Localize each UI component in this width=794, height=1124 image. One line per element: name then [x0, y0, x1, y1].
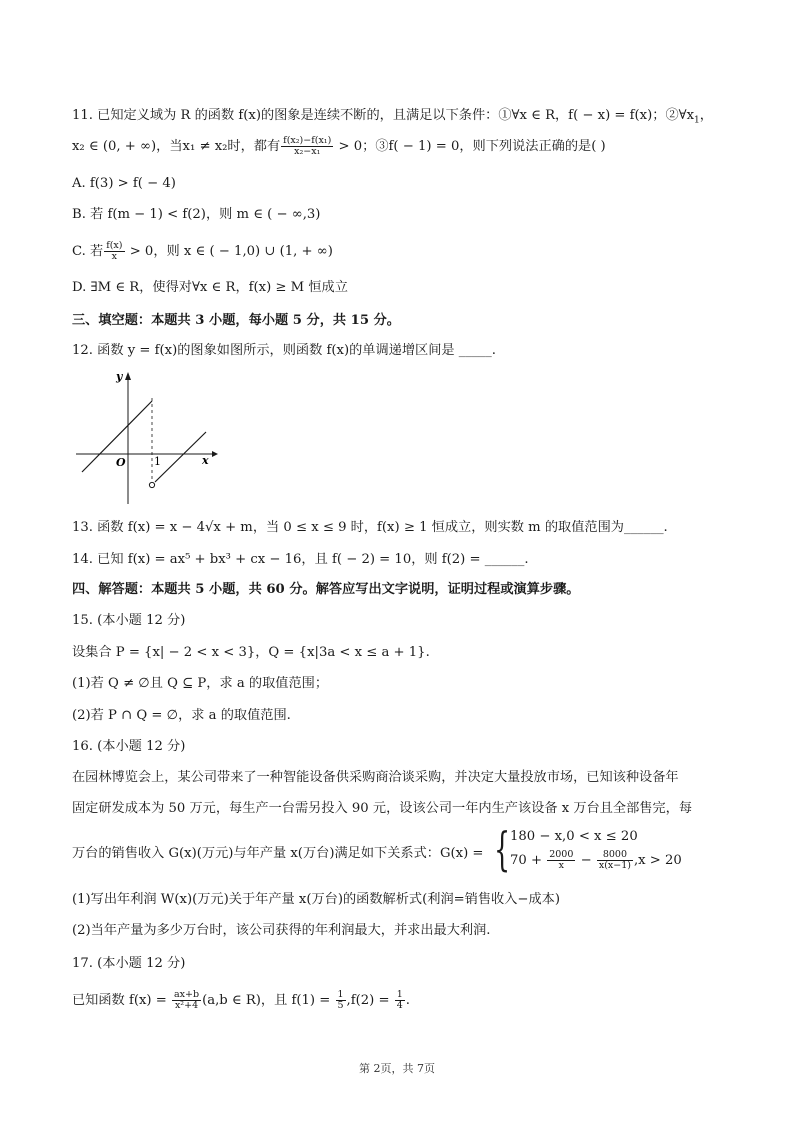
q15-heading: 15. (本小题 12 分)	[72, 613, 186, 628]
piecewise-function	[494, 822, 734, 876]
q16-line5: (2)当年产量为多少万台时，该公司获得的年利润最大，并求出最大利润.	[72, 923, 491, 938]
q11-fraction	[281, 136, 333, 157]
q11-option-d: D. ∃M ∈ R，使得对∀x ∈ R，f(x) ≥ M 恒成立	[72, 280, 348, 295]
q17-den: x²+4	[174, 1000, 199, 1011]
q11-c-pre: C. 若	[72, 244, 104, 259]
graph-right-segment	[155, 432, 206, 482]
q16-line1: 在园林博览会上，某公司带来了一种智能设备供采购商洽谈采购，并决定大量投放市场，已知该种设备年	[72, 770, 679, 785]
q17-frac-1	[336, 990, 346, 1011]
q17-frac2-num: 1	[396, 989, 403, 1000]
q12-text: 12. 函数 y = f(x)的图象如图所示，则函数 f(x)的单调递增区间是 _____.	[72, 343, 496, 358]
q12-graph-figure	[72, 368, 222, 508]
page-footer: 第 2页，共 7页	[359, 1062, 435, 1075]
x-axis-label: x	[202, 454, 209, 467]
q16-line3: 万台的销售收入 G(x)(万元)与年产量 x(万台)满足如下关系式：G(x) =	[72, 846, 484, 861]
q17-pre: 已知函数 f(x) =	[72, 993, 171, 1008]
q11-frac-num: f(x₂)−f(x₁)	[283, 135, 332, 146]
case2-b: −	[576, 853, 596, 868]
section-4-heading: 四、解答题：本题共 5 小题，共 60 分。解答应写出文字说明，证明过程或演算步骤。	[72, 582, 580, 597]
q16-heading: 16. (本小题 12 分)	[72, 739, 186, 754]
q11-line2	[72, 136, 734, 157]
q17-num: ax+b	[173, 989, 200, 1000]
q17-frac2-den: 4	[396, 1000, 403, 1011]
q11-c-num: f(x)	[106, 240, 123, 251]
q11-option-c	[72, 241, 734, 262]
q15-line1: 设集合 P = {x| − 2 < x < 3}，Q = {x|3a < x ≤ a + 1}.	[72, 645, 430, 660]
q15-line3: (2)若 P ∩ Q = ∅，求 a 的取值范围.	[72, 708, 291, 723]
case2-c: ,x > 20	[633, 853, 682, 868]
y-axis-label: y	[116, 370, 123, 383]
piecewise-brace: {	[494, 822, 511, 876]
q17-mid: (a,b ∈ R)，且 f(1) =	[202, 993, 335, 1008]
tick-label-1: 1	[154, 455, 161, 468]
case2-frac-2	[597, 850, 633, 871]
q14-text: 14. 已知 f(x) = ax⁵ + bx³ + cx − 16，且 f( − 2) = 10，则 f(2) = ______.	[72, 552, 529, 567]
q13-text: 13. 函数 f(x) = x − 4√x + m，当 0 ≤ x ≤ 9 时，f(x) ≥ 1 恒成立，则实数 m 的取值范围为______.	[72, 520, 668, 535]
case2-frac1-den: x	[558, 860, 564, 871]
piecewise-case-2	[510, 850, 682, 871]
q11-sub: 1	[694, 115, 700, 126]
q11-option-b: B. 若 f(m − 1) < f(2)，则 m ∈ ( − ∞,3)	[72, 207, 321, 222]
q16-line4: (1)写出年利润 W(x)(万元)关于年产量 x(万台)的函数解析式(利润=销售收入−成本)	[72, 892, 560, 907]
x-axis-arrow	[212, 451, 218, 457]
case2-frac1-num: 2000	[549, 849, 574, 860]
q11-frac-den: x₂−x₁	[294, 146, 321, 157]
q11-option-a: A. f(3) > f( − 4)	[72, 176, 176, 191]
case2-frac2-den: x(x−1)	[598, 860, 631, 871]
q17-frac-2	[395, 990, 405, 1011]
piecewise-case-1: 180 − x,0 < x ≤ 20	[510, 829, 638, 844]
q17-frac1-num: 1	[337, 989, 344, 1000]
q17-mid2: ,f(2) =	[346, 993, 394, 1008]
q16-line2: 固定研发成本为 50 万元，每生产一台需另投入 90 元，设该公司一年内生产该设备 x 万台且全部售完，每	[72, 801, 693, 816]
case2-frac2-num: 8000	[597, 850, 633, 861]
q17-line1	[72, 990, 734, 1011]
q11-text-a: 11. 已知定义域为 R 的函数 f(x)的图象是连续不断的，且满足以下条件：①∀x ∈ R，f( − x) = f(x)；②∀x	[72, 108, 695, 123]
case2-a: 70 +	[510, 853, 547, 868]
graph-open-point	[149, 482, 154, 487]
case2-frac-1	[547, 850, 575, 871]
section-3-heading: 三、填空题：本题共 3 小题，每小题 5 分，共 15 分。	[72, 313, 400, 328]
q15-line2: (1)若 Q ≠ ∅且 Q ⊆ P，求 a 的取值范围；	[72, 676, 329, 691]
q17-frac1-den: 5	[337, 1000, 344, 1011]
q11-c-den: x	[111, 251, 118, 262]
origin-label: O	[116, 456, 126, 469]
q11-line2-b: > 0；③f( − 1) = 0，则下列说法正确的是( )	[334, 139, 606, 154]
q17-heading: 17. (本小题 12 分)	[72, 956, 186, 971]
q11-line1	[72, 106, 734, 131]
q17-end: .	[405, 993, 410, 1008]
q11-c-post: > 0，则 x ∈ ( − 1,0) ∪ (1, + ∞)	[125, 244, 333, 259]
q11-c-fraction	[104, 241, 124, 262]
q17-main-frac	[172, 990, 201, 1011]
q11-text-b: ，	[699, 108, 713, 123]
q11-line2-a: x₂ ∈ (0, + ∞)，当x₁ ≠ x₂时，都有	[72, 139, 281, 154]
y-axis-arrow	[125, 372, 131, 380]
